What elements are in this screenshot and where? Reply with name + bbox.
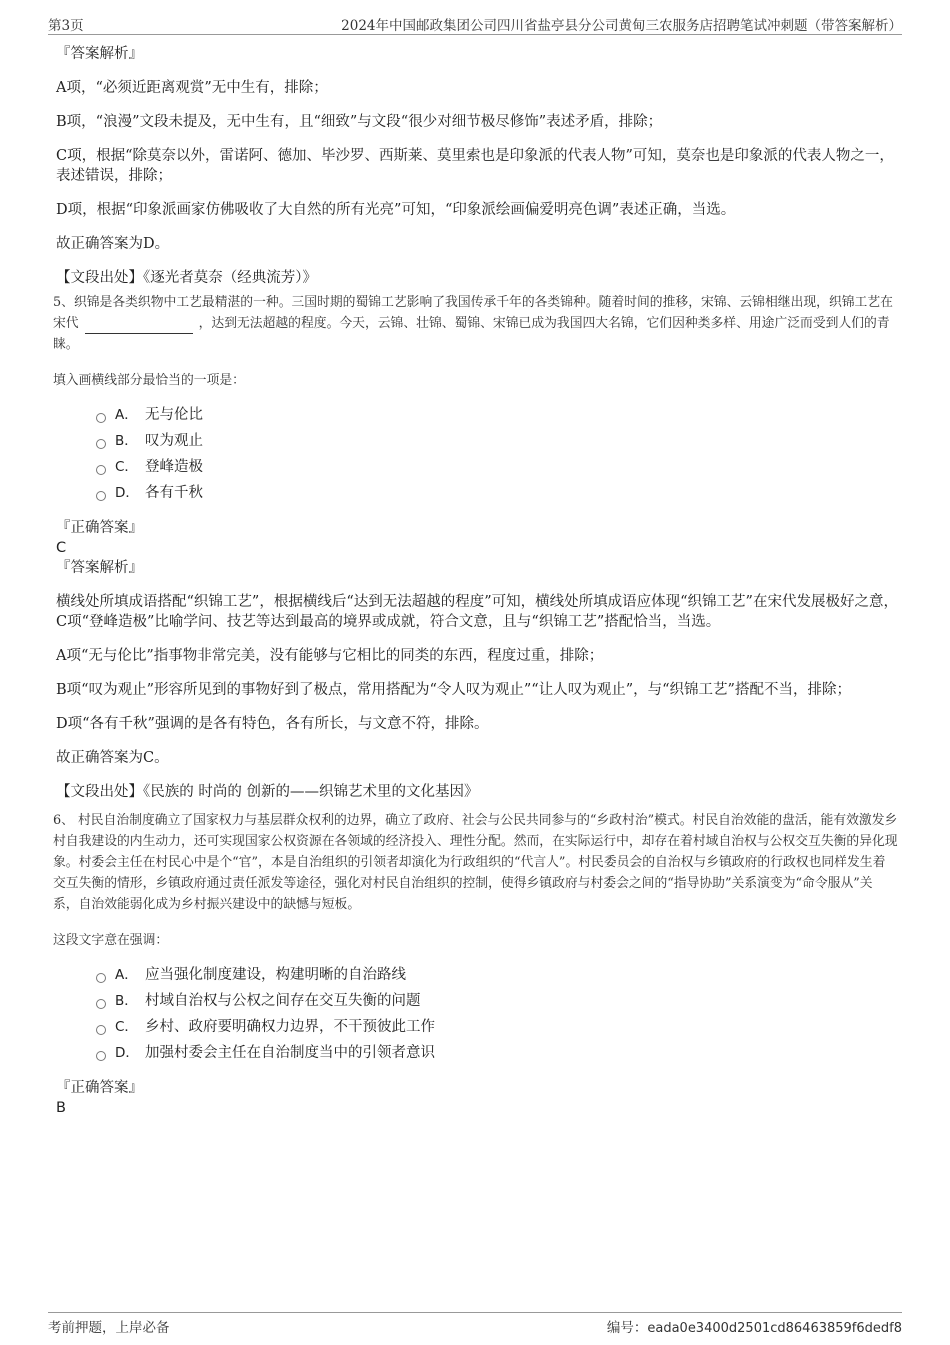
question-5-prompt: 填入画横线部分最恰当的一项是： bbox=[53, 373, 245, 388]
analysis-label-q5: 『答案解析』 bbox=[56, 560, 143, 576]
page-footer bbox=[48, 1312, 902, 1335]
answer-q5: C bbox=[56, 540, 67, 556]
option-b[interactable]: B． 叹为观止 bbox=[96, 428, 898, 454]
analysis-q5-main: 横线处所填成语搭配“织锦工艺”，根据横线后“达到无法超越的程度”可知，横线处所填成语应体现“织锦工艺”在宋代发展极好之意，C项“登峰造极”比喻学问、技艺等达到最高的境界或成就，符合文意，且与“织锦工艺”搭配恰当，当选。 bbox=[56, 594, 898, 630]
answer-q6: B bbox=[56, 1100, 66, 1116]
conclusion-q4: 故正确答案为D。 bbox=[56, 236, 170, 252]
radio-icon[interactable] bbox=[96, 465, 106, 475]
conclusion-q5: 故正确答案为C。 bbox=[56, 750, 169, 766]
option-d[interactable]: D． 各有千秋 bbox=[96, 480, 898, 506]
page-header bbox=[48, 14, 902, 35]
footer-code-label: 编号： bbox=[606, 1320, 648, 1336]
page-content bbox=[53, 44, 898, 1118]
analysis-label-q4: 『答案解析』 bbox=[56, 46, 143, 62]
option-c[interactable]: C． 乡村、政府要明确权力边界，不干预彼此工作 bbox=[96, 1014, 898, 1040]
radio-icon[interactable] bbox=[96, 491, 106, 501]
answer-label-q6: 『正确答案』 bbox=[56, 1080, 143, 1096]
radio-icon[interactable] bbox=[96, 439, 106, 449]
question-5-stem bbox=[53, 292, 898, 355]
radio-icon[interactable] bbox=[96, 1025, 106, 1035]
document-title: 2024年中国邮政集团公司四川省盐亭县分公司黄甸三农服务店招聘笔试冲刺题（带答案解析） bbox=[341, 18, 902, 34]
question-5-stem-part2: ，达到无法超越的程度。今天，云锦、壮锦、蜀锦、宋锦已成为我国四大名锦，它们因种类多样、用途广泛而受到人们的青睐。 bbox=[53, 316, 890, 352]
option-b[interactable]: B． 村域自治权与公权之间存在交互失衡的问题 bbox=[96, 988, 898, 1014]
question-6-prompt: 这段文字意在强调： bbox=[53, 933, 169, 948]
question-5-stem-part1: 5、织锦是各类织物中工艺最精湛的一种。三国时期的蜀锦工艺影响了我国传承千年的各类锦种。随着时间的推移，宋锦、云锦相继出现，织锦工艺在宋代 bbox=[53, 295, 893, 331]
footer-slogan: 考前押题，上岸必备 bbox=[48, 1320, 170, 1336]
analysis-q5-a: A项“无与伦比”指事物非常完美，没有能够与它相比的同类的东西，程度过重，排除； bbox=[56, 648, 604, 664]
radio-icon[interactable] bbox=[96, 413, 106, 423]
analysis-item-q4-d: D项，根据“印象派画家仿佛吸收了大自然的所有光亮”可知，“印象派绘画偏爱明亮色调”表述正确，当选。 bbox=[56, 202, 736, 218]
question-6-stem: 6、 村民自治制度确立了国家权力与基层群众权利的边界，确立了政府、社会与公民共同参与的“乡政村治”模式。村民自治效能的盘活，能有效激发乡村自我建设的内生动力，还可实现国家公权资源在各领域的经济投入、理性分配。然而，在实际运行中，却存在着村域自治权与公权交互失衡的异化现象。村委会主任在村民心中是个“官”，本是自治组织的引领者却演化为行政组织的“代言人”。村民委员会的自治权与乡镇政府的行政权也同样发生着交互失衡的情形，乡镇政府通过责任派发等途径，强化对村民自治组织的控制，使得乡镇政府与村委会之间的“指导协助”关系演变为“命令服从”关系，自治效能弱化成为乡村振兴建设中的缺憾与短板。 bbox=[53, 813, 898, 912]
radio-icon[interactable] bbox=[96, 999, 106, 1009]
source-q5: 【文段出处】《民族的 时尚的 创新的——织锦艺术里的文化基因》 bbox=[56, 784, 479, 800]
footer-code-value: eada0e3400d2501cd86463859f6dedf8 bbox=[647, 1321, 902, 1336]
fill-blank bbox=[85, 319, 193, 334]
radio-icon[interactable] bbox=[96, 1051, 106, 1061]
option-c[interactable]: C． 登峰造极 bbox=[96, 454, 898, 480]
option-a[interactable]: A． 无与伦比 bbox=[96, 402, 898, 428]
radio-icon[interactable] bbox=[96, 973, 106, 983]
analysis-item-q4-b: B项，“浪漫”文段未提及，无中生有，且“细致”与文段“很少对细节极尽修饰”表述矛盾，排除； bbox=[56, 114, 663, 130]
answer-label-q5: 『正确答案』 bbox=[56, 520, 143, 536]
footer-code bbox=[607, 1316, 902, 1336]
question-5-options bbox=[96, 402, 898, 506]
analysis-item-q4-a: A项，“必须近距离观赏”无中生有，排除； bbox=[56, 80, 328, 96]
analysis-q5-d: D项“各有千秋”强调的是各有特色，各有所长，与文意不符，排除。 bbox=[56, 716, 489, 732]
analysis-q5-b: B项“叹为观止”形容所见到的事物好到了极点，常用搭配为“令人叹为观止”“让人叹为观止”，与“织锦工艺”搭配不当，排除； bbox=[56, 682, 851, 698]
option-d[interactable]: D． 加强村委会主任在自治制度当中的引领者意识 bbox=[96, 1040, 898, 1066]
source-q4: 【文段出处】《逐光者莫奈（经典流芳）》 bbox=[56, 270, 317, 286]
analysis-item-q4-c: C项，根据“除莫奈以外，雷诺阿、德加、毕沙罗、西斯莱、莫里索也是印象派的代表人物”可知，莫奈也是印象派的代表人物之一，表述错误，排除； bbox=[56, 148, 894, 184]
question-6-options bbox=[96, 962, 898, 1066]
option-a[interactable]: A． 应当强化制度建设，构建明晰的自治路线 bbox=[96, 962, 898, 988]
page-number: 第3页 bbox=[48, 18, 84, 34]
